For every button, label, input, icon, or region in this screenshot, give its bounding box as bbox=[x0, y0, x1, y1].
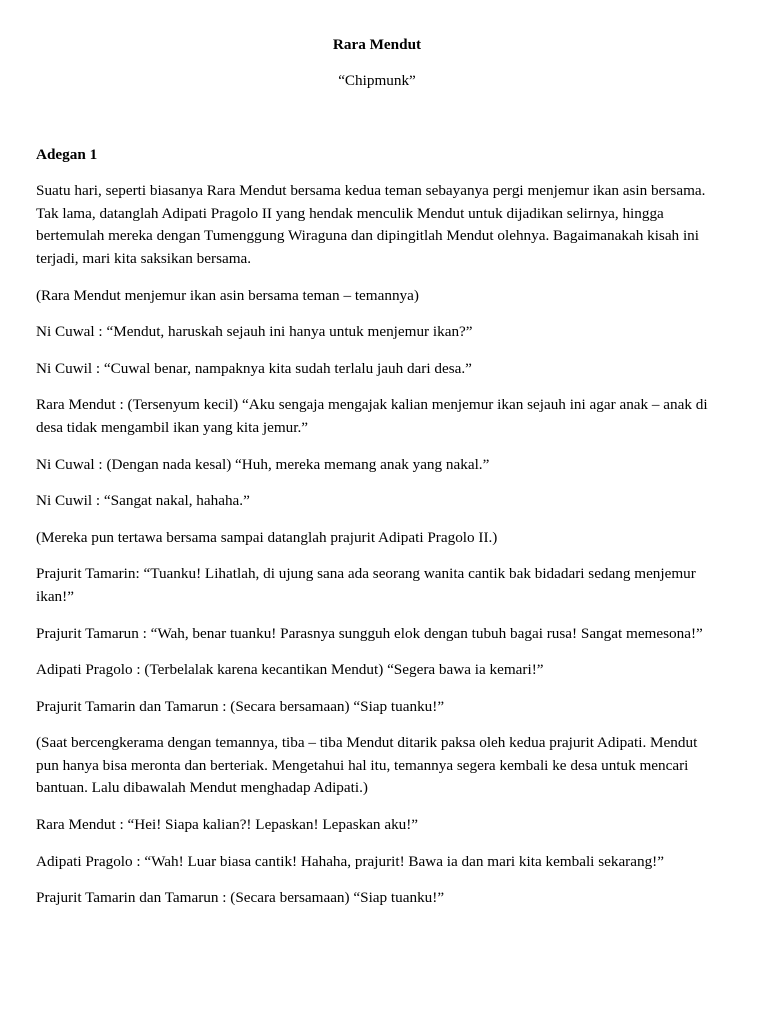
dialogue-line: Adipati Pragolo : (Terbelalak karena kecantikan Mendut) “Segera bawa ia kemari!” bbox=[36, 661, 544, 679]
dialogue-line: Ni Cuwil : “Sangat nakal, hahaha.” bbox=[36, 492, 250, 510]
stage-direction: (Rara Mendut menjemur ikan asin bersama teman – temannya) bbox=[36, 286, 419, 304]
stage-direction: (Mereka pun tertawa bersama sampai datanglah prajurit Adipati Pragolo II.) bbox=[36, 528, 498, 546]
document-subtitle: “Chipmunk” bbox=[338, 72, 416, 89]
dialogue-line: Ni Cuwil : “Cuwal benar, nampaknya kita sudah terlalu jauh dari desa.” bbox=[36, 359, 472, 377]
dialogue-line: Prajurit Tamarin dan Tamarun : (Secara bersamaan) “Siap tuanku!” bbox=[36, 889, 445, 907]
dialogue-line: Ni Cuwal : (Dengan nada kesal) “Huh, mereka memang anak yang nakal.” bbox=[36, 455, 490, 473]
dialogue-line: Prajurit Tamarun : “Wah, benar tuanku! Parasnya sungguh elok dengan tubuh bagai rusa! Sangat memesona!” bbox=[36, 624, 703, 642]
dialogue-line: Rara Mendut : (Tersenyum kecil) “Aku sengaja mengajak kalian menjemur ikan sejauh ini agar anak – anak di desa tidak mengambil ikan yang kita jemur.” bbox=[36, 396, 708, 436]
narration-paragraph: Suatu hari, seperti biasanya Rara Mendut bersama kedua teman sebayanya pergi menjemur ikan asin bersama. Tak lama, datanglah Adipati Pragolo II yang hendak menculik Mendut untuk dijadikan selirnya, hingga bertemulah mereka dengan Tumenggung Wiraguna dan dipingitlah Mendut olehnya. Bagaimanakah kisah ini terjadi, mari kita saksikan bersama. bbox=[36, 182, 706, 267]
dialogue-line: Ni Cuwal : “Mendut, haruskah sejauh ini hanya untuk menjemur ikan?” bbox=[36, 323, 473, 341]
dialogue-line: Adipati Pragolo : “Wah! Luar biasa cantik! Hahaha, prajurit! Bawa ia dan mari kita kembali sekarang!” bbox=[36, 852, 664, 870]
scene-heading: Adegan 1 bbox=[36, 145, 98, 163]
stage-direction: (Saat bercengkerama dengan temannya, tiba – tiba Mendut ditarik paksa oleh kedua prajurit Adipati. Mendut pun hanya bisa meronta dan berteriak. Mengetahui hal itu, temannya segera kembali ke desa untuk mencari bantuan. Lalu dibawalah Mendut menghadap Adipati.) bbox=[36, 734, 698, 797]
document-title: Rara Mendut bbox=[332, 36, 422, 53]
dialogue-line: Prajurit Tamarin: “Tuanku! Lihatlah, di ujung sana ada seorang wanita cantik bak bidadari sedang menjemur ikan!” bbox=[36, 565, 696, 605]
dialogue-line: Prajurit Tamarin dan Tamarun : (Secara bersamaan) “Siap tuanku!” bbox=[36, 697, 445, 715]
dialogue-line: Rara Mendut : “Hei! Siapa kalian?! Lepaskan! Lepaskan aku!” bbox=[36, 816, 419, 834]
